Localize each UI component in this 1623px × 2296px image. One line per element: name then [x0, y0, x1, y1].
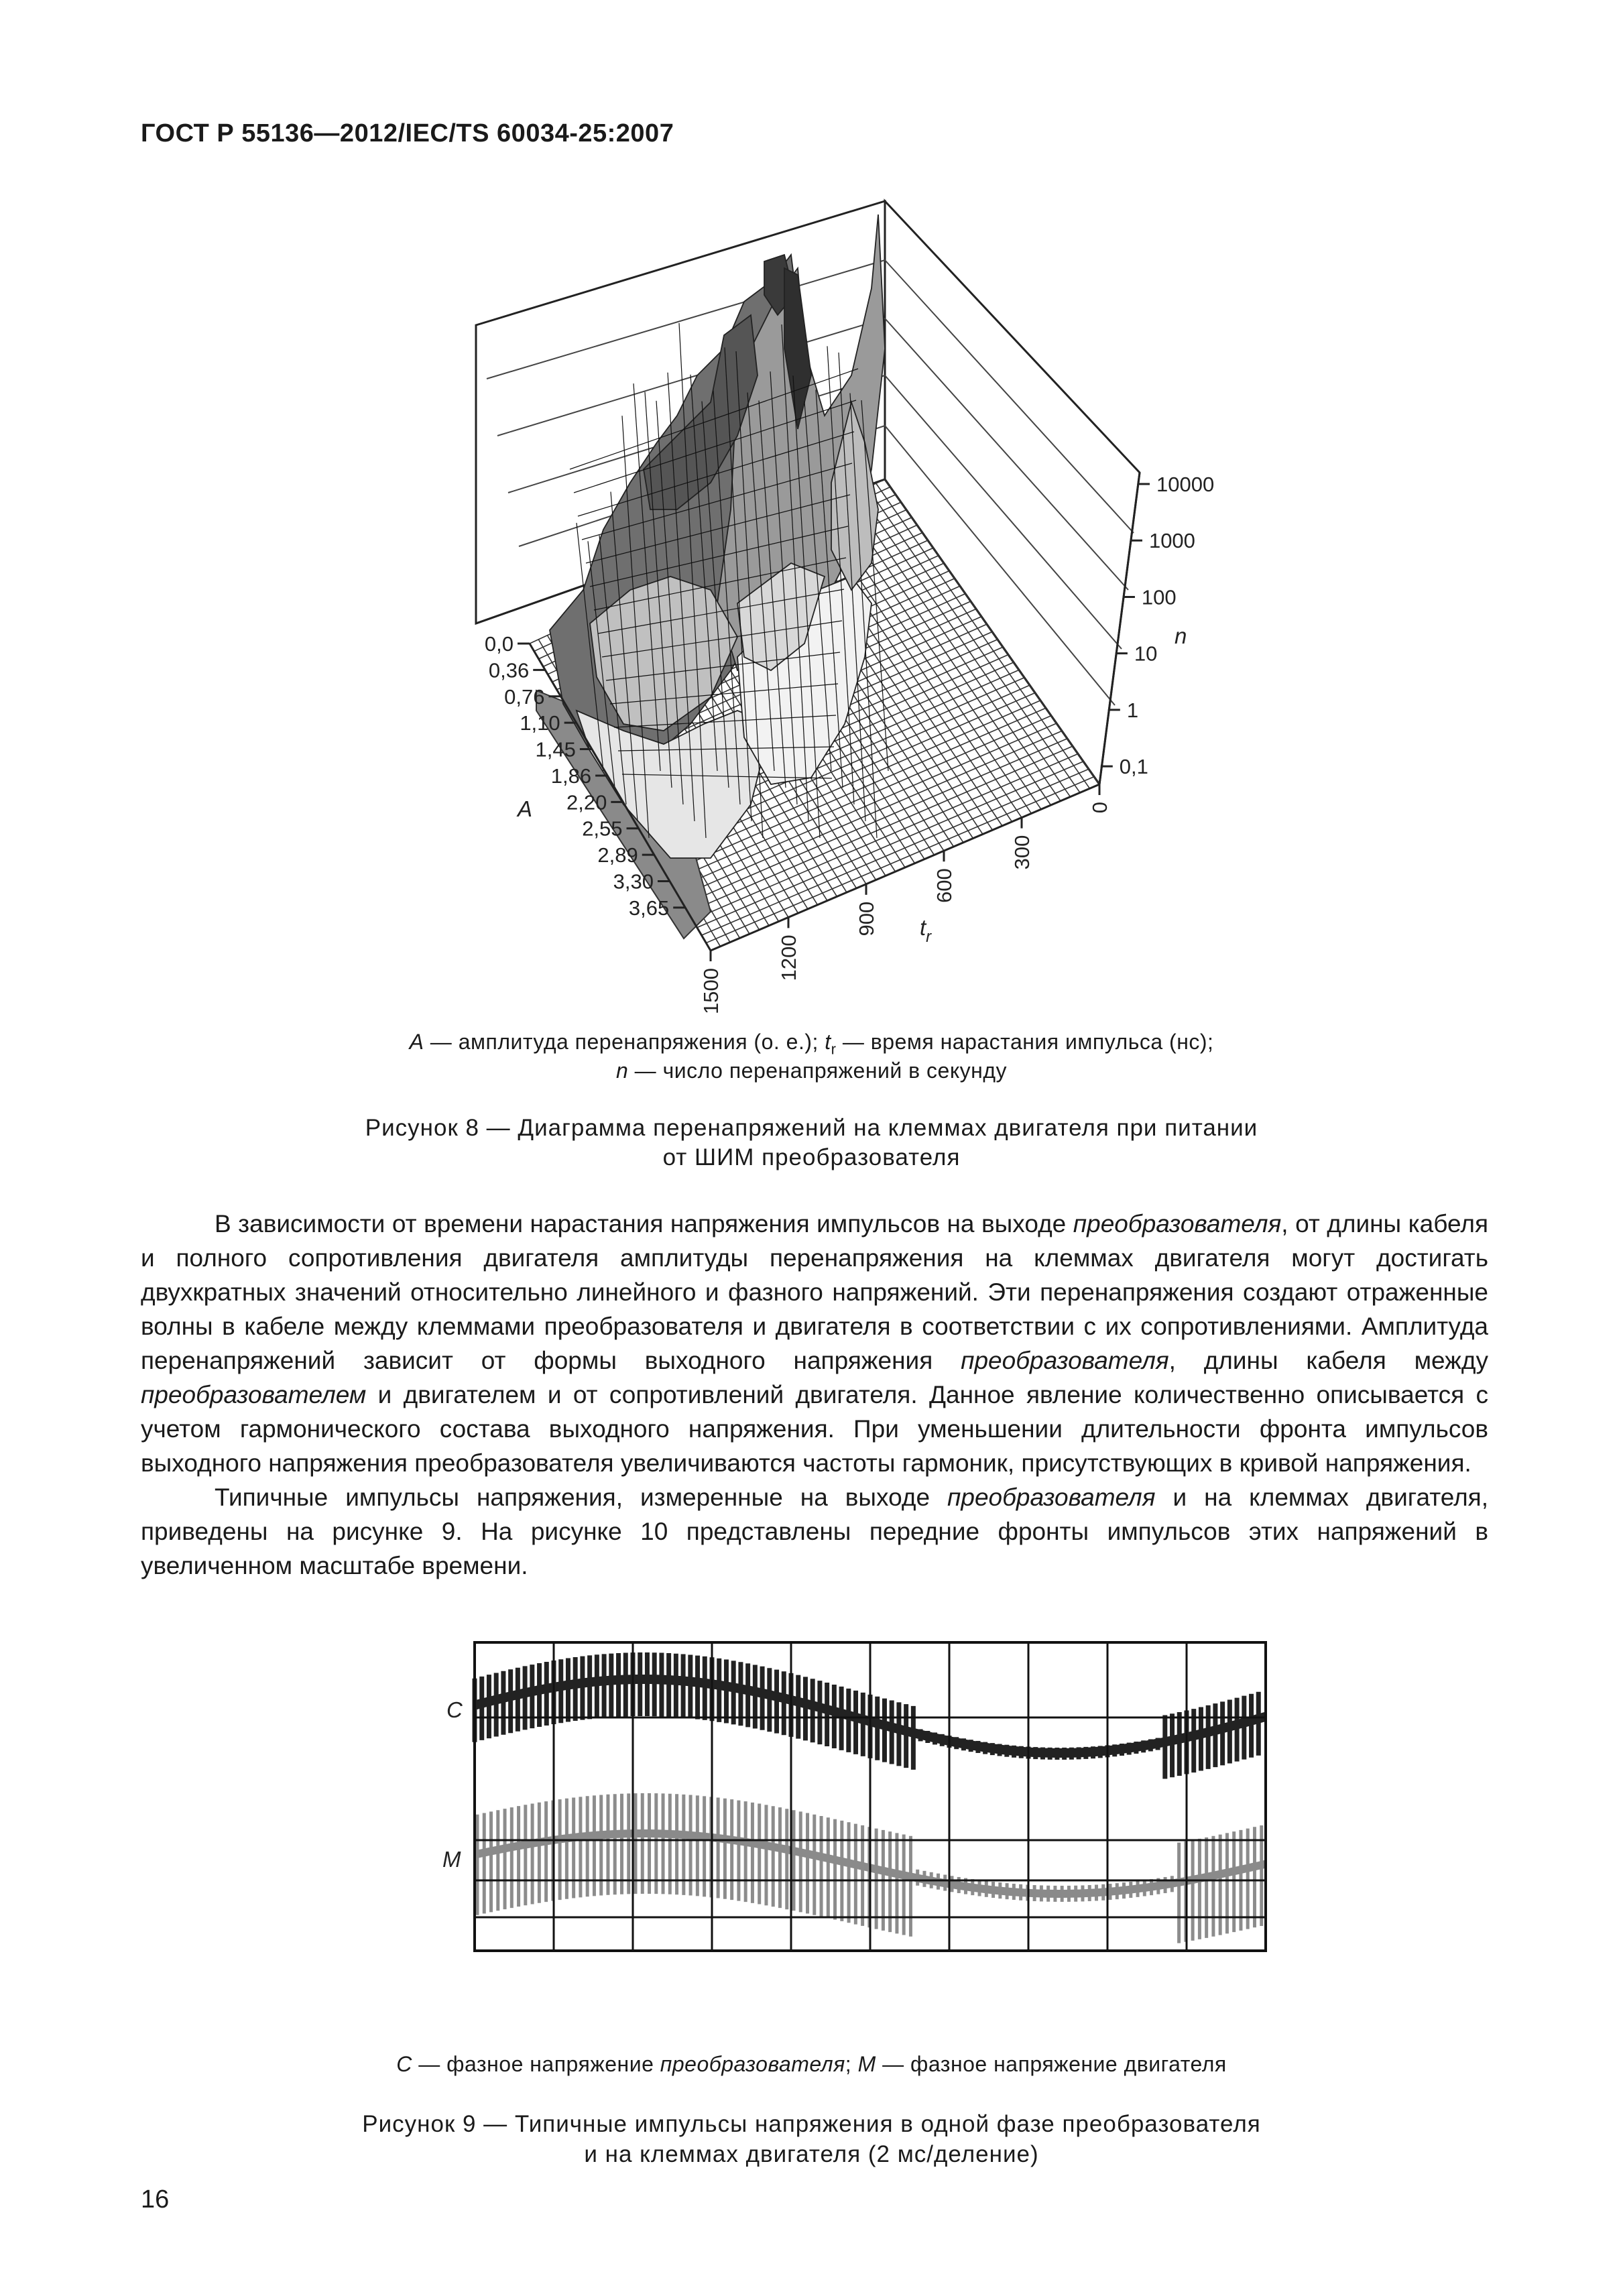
figure9-legend: [0, 2050, 1623, 2078]
p1-emphasis-1: преобразователя: [1073, 1210, 1282, 1237]
amplitude-axis-label: A: [518, 796, 533, 821]
amplitude-tick-label: 3,65: [628, 896, 670, 920]
legend-tr-symbol: t: [825, 1030, 831, 1054]
risetime-tick-label: 300: [1010, 835, 1034, 870]
amplitude-tick-label: 0,36: [488, 658, 530, 682]
figure8-legend-line2: [0, 1056, 1623, 1085]
risetime-axis-label-main: t: [920, 915, 926, 940]
legend-a-symbol: A: [409, 1030, 424, 1054]
p2-emphasis-1: преобразователя: [947, 1484, 1156, 1511]
p1-emphasis-3: преобразователем: [141, 1381, 367, 1408]
trace-m-label: M: [442, 1847, 461, 1872]
risetime-axis-label-sub: r: [926, 928, 932, 946]
count-tick-label: 10000: [1156, 473, 1215, 496]
p1-part-c: , длины кабеля между: [1168, 1347, 1489, 1374]
risetime-axis-label: [920, 915, 932, 946]
amplitude-tick-label: 2,20: [566, 790, 607, 814]
amplitude-tick-label: 1,10: [520, 711, 560, 735]
legend-m-text: — фазное напряжение двигателя: [876, 2052, 1227, 2076]
figure9-title-line1: Рисунок 9 — Типичные импульсы напряжения в одной фазе преобразователя: [362, 2111, 1261, 2137]
risetime-tick-label: 1200: [777, 934, 800, 981]
p1-part-d: и двигателем и от сопротивлений двигателя. Данное явление количественно описывается с учетом гармонического состава выходного напряжения. При уменьшении длительности фронта импульсов выходного напряжения преобразователя увеличиваются частоты гармоник, присутствующих в кривой напряжения.: [141, 1381, 1488, 1477]
paragraph-1: [141, 1207, 1488, 1480]
figure8-3d-diagram: [0, 0, 1623, 1046]
p2-part-a: Типичные импульсы напряжения, измеренные на выходе: [215, 1484, 948, 1511]
count-tick-label: 100: [1141, 585, 1177, 609]
amplitude-tick-label: 3,30: [613, 869, 654, 894]
p1-part-b: , от длины кабеля и полного сопротивления двигателя амплитуды перенапряжения на клеммах двигателя могут достигать двухкратных значений относительно линейного и фазного напряжений. Эти перенапряжения создают отраженные волны в кабеле между клеммами преобразователя и двигателя в соответствии с их сопротивлениями. Амплитуда перенапряжений зависит от формы выходного напряжения: [141, 1210, 1488, 1374]
legend-tr-sub: r: [831, 1040, 837, 1058]
p2-part-b: и на клеммах двигателя, приведены на рисунке 9. На рисунке 10 представлены передние фронты импульсов этих напряжений в увеличенном масштабе времени.: [141, 1484, 1488, 1579]
figure8-title-line1: Рисунок 8 — Диаграмма перенапряжений на клеммах двигателя при питании: [365, 1115, 1258, 1141]
figure8-title-line2: от ШИМ преобразователя: [662, 1144, 961, 1170]
document-header: ГОСТ Р 55136—2012/IEC/TS 60034-25:2007: [141, 119, 674, 147]
p1-part-a: В зависимости от времени нарастания напряжения импульсов на выходе: [215, 1210, 1073, 1237]
risetime-tick-label: 1500: [699, 968, 723, 1014]
legend-c-symbol: C: [396, 2052, 412, 2076]
risetime-tick-label: 600: [933, 868, 956, 903]
legend-c-text: — фазное напряжение: [412, 2052, 660, 2076]
legend-n-text: — число перенапряжений в секунду: [628, 1059, 1008, 1083]
count-axis-label: n: [1175, 623, 1187, 648]
amplitude-tick-label: 2,89: [597, 843, 638, 867]
count-tick-label: 0,1: [1119, 755, 1148, 779]
count-tick-label: 10: [1134, 642, 1158, 666]
amplitude-tick-label: 1,86: [550, 764, 592, 788]
count-tick-label: 1000: [1148, 529, 1195, 553]
amplitude-tick-label: 0,76: [504, 684, 545, 709]
risetime-tick-label: 0: [1088, 802, 1111, 814]
body-text: [141, 1207, 1488, 1583]
figure9-title-line2: и на клеммах двигателя (2 мс/деление): [584, 2141, 1039, 2167]
legend-tr-text: — время нарастания импульса (нс);: [836, 1030, 1214, 1054]
p1-emphasis-2: преобразователя: [961, 1347, 1169, 1374]
amplitude-tick-label: 0,0: [484, 632, 514, 656]
legend-m-symbol: M: [857, 2052, 876, 2076]
legend-separator: ;: [845, 2052, 858, 2076]
legend-c-emphasis: преобразователя: [660, 2052, 845, 2076]
legend-a-text: — амплитуда перенапряжения (о. е.);: [424, 1030, 825, 1054]
page-number: 16: [141, 2185, 170, 2214]
count-tick-label: 1: [1126, 698, 1139, 722]
trace-c-label: C: [446, 1697, 463, 1722]
paragraph-2: [141, 1480, 1488, 1583]
amplitude-tick-label: 1,45: [535, 737, 576, 762]
figure9-oscillogram: [0, 1622, 1623, 2038]
risetime-tick-label: 900: [855, 901, 878, 936]
legend-n-symbol: n: [615, 1059, 629, 1083]
amplitude-tick-label: 2,55: [582, 817, 623, 841]
